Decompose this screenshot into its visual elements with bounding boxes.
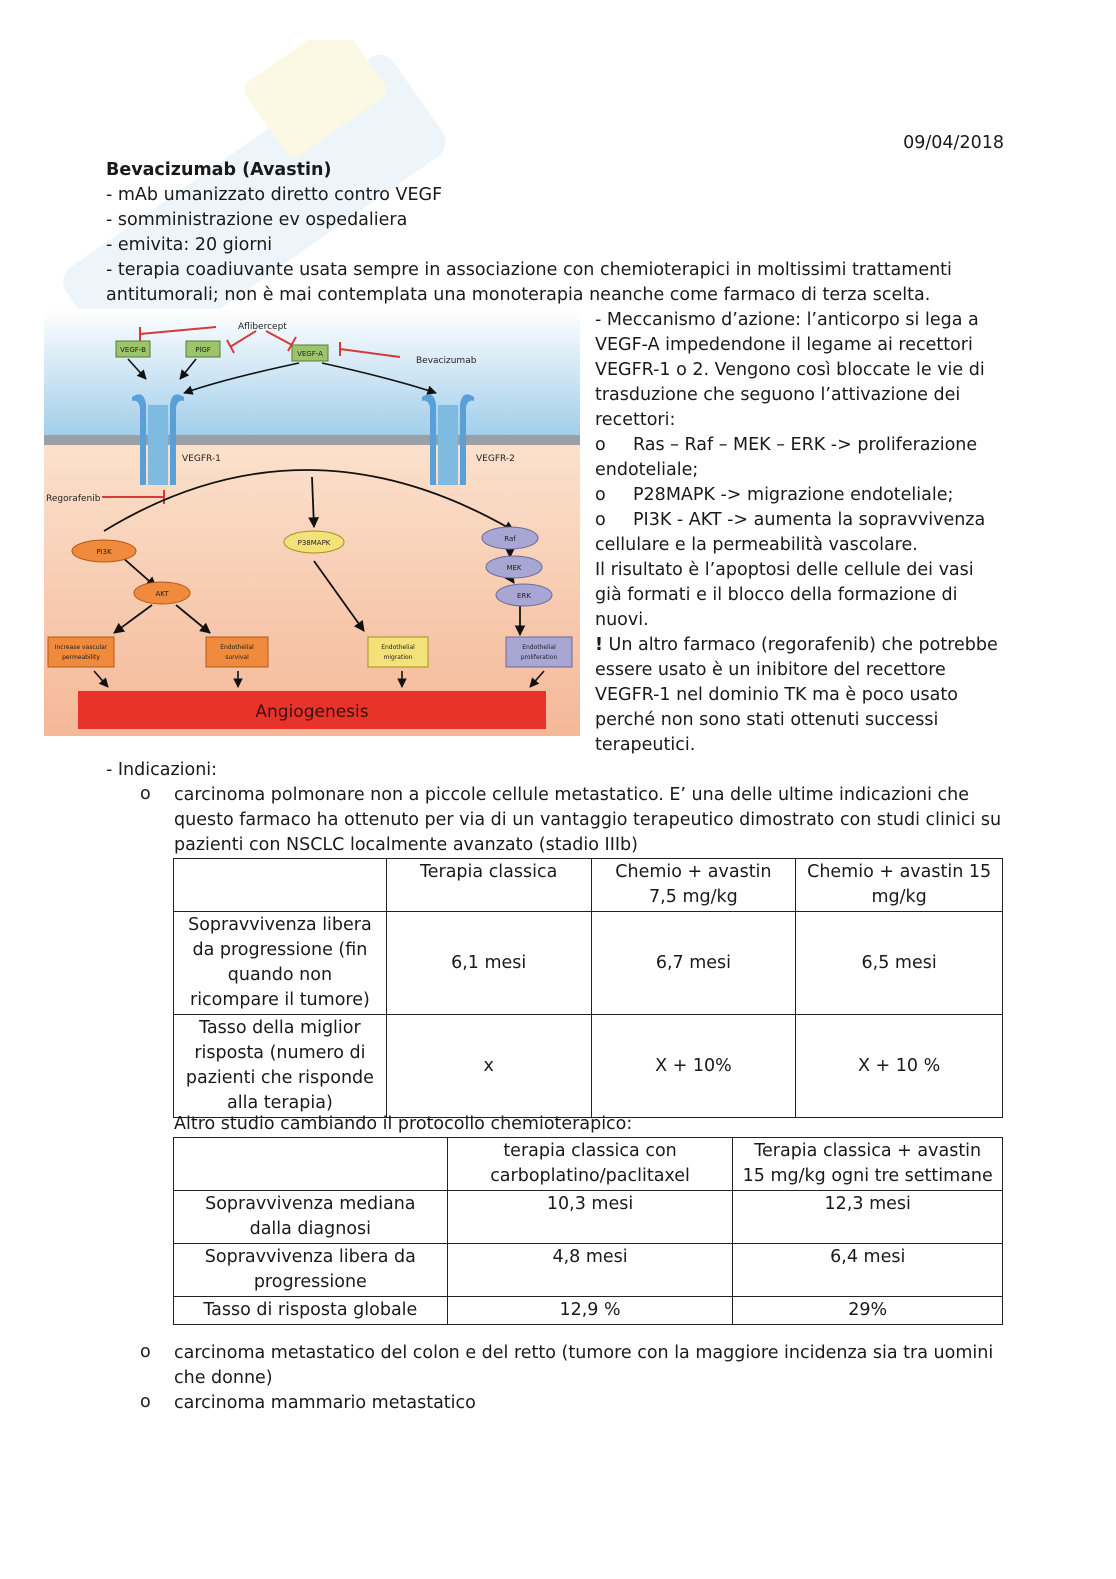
bevacizumab-label: Bevacizumab xyxy=(416,356,477,366)
indication-1: carcinoma polmonare non a piccole cellule metastatico. E’ una delle ultime indicazioni che questo farmaco ha ottenuto per via di un vantaggio terapeutico dimostrato con studi clinici su pazienti con NSCLC localmente avanzato (stadio IIIb) xyxy=(174,785,1002,855)
study2-label: Altro studio cambiando il protocollo chemioterapico: xyxy=(174,1114,633,1134)
outcome-proliferation-line2: proliferation xyxy=(520,654,558,661)
vegf-a-label: VEGF-A xyxy=(297,350,323,358)
table2-header-cell: Terapia classica + avastin 15 mg/kg ogni tre settimane xyxy=(733,1138,1003,1191)
mechanism-lead: - Meccanismo d’azione: l’anticorpo si lega a VEGF-A impedendone il legame ai recettori VEGFR-1 o 2. Vengono così bloccate le vie di trasduzione che seguono l’attivazione dei recettori: xyxy=(595,310,985,430)
table1-cell: X + 10% xyxy=(591,1015,796,1118)
mek-label: MEK xyxy=(506,564,522,572)
erk-label: ERK xyxy=(517,592,531,600)
table1-cell: 6,5 mesi xyxy=(796,912,1003,1015)
pathway-1: Ras – Raf – MEK – ERK -> proliferazione endoteliale; xyxy=(595,435,978,480)
table-nsclc-study xyxy=(173,858,1003,1118)
table1-row-label: Tasso della miglior risposta (numero di pazienti che risponde alla terapia) xyxy=(174,1015,387,1118)
table2-header-row xyxy=(174,1138,1003,1191)
cell-membrane xyxy=(44,435,580,445)
table2-row xyxy=(174,1191,1003,1244)
outcome-migration-line1: Endothelial xyxy=(381,644,415,651)
outcome-proliferation-box xyxy=(506,637,572,667)
table2-cell: 4,8 mesi xyxy=(447,1244,733,1297)
table2-row xyxy=(174,1297,1003,1325)
mechanism-text xyxy=(595,308,1005,758)
table2-cell: 6,4 mesi xyxy=(733,1244,1003,1297)
vegf-pathway-figure xyxy=(44,309,580,736)
vegf-b-label: VEGF-B xyxy=(120,346,146,354)
mechanism-result: Il risultato è l’apoptosi delle cellule dei vasi già formati e il blocco della formazione di nuovi. xyxy=(595,560,974,630)
table1-cell: X + 10 % xyxy=(796,1015,1003,1118)
outcome-permeability-line1: Increase vascular xyxy=(54,644,108,651)
table2-cell: 12,9 % xyxy=(447,1297,733,1325)
table1-header-cell: Chemio + avastin 15 mg/kg xyxy=(796,859,1003,912)
outcome-permeability-box xyxy=(48,637,114,667)
table1-header-cell: Terapia classica xyxy=(386,859,591,912)
mechanism-note: Un altro farmaco (regorafenib) che potrebbe essere usato è un inibitore del recettore VEGFR-1 nel dominio TK ma è poco usato perché non sono stati ottenuti successi terapeutici. xyxy=(595,635,998,755)
akt-label: AKT xyxy=(155,590,169,598)
table2-row-label: Tasso di risposta globale xyxy=(174,1297,448,1325)
drug-title: Bevacizumab (Avastin) xyxy=(106,160,332,180)
outcome-proliferation-line1: Endothelial xyxy=(522,644,556,651)
table2-header-cell xyxy=(174,1138,448,1191)
table2-cell: 29% xyxy=(733,1297,1003,1325)
note-mark: ! xyxy=(595,635,603,655)
table1-cell: x xyxy=(386,1015,591,1118)
pathway-1-mark: o xyxy=(595,435,606,455)
p38mapk-label: P38MAPK xyxy=(297,539,331,547)
pathway-2-mark: o xyxy=(595,485,606,505)
indications-label: - Indicazioni: xyxy=(106,760,218,780)
outcome-survival-line2: survival xyxy=(225,654,249,661)
pathway-2: P28MAPK -> migrazione endoteliale; xyxy=(633,485,954,505)
outcome-migration-box xyxy=(368,637,428,667)
pi3k-label: PI3K xyxy=(96,548,112,556)
table1-row xyxy=(174,912,1003,1015)
table2-cell: 12,3 mesi xyxy=(733,1191,1003,1244)
pathway-3-mark: o xyxy=(595,510,606,530)
table1-cell: 6,1 mesi xyxy=(386,912,591,1015)
outcome-permeability-line2: permeability xyxy=(62,654,100,661)
intro-line-1: - mAb umanizzato diretto contro VEGF xyxy=(106,185,443,205)
date: 09/04/2018 xyxy=(903,133,1004,153)
indication-2: carcinoma metastatico del colon e del retto (tumore con la maggiore incidenza sia tra uomini che donne) xyxy=(174,1343,994,1388)
regorafenib-label: Regorafenib xyxy=(46,494,101,504)
intro-line-4: - terapia coadiuvante usata sempre in associazione con chemioterapici in moltissimi trattamenti antitumorali; non è mai contemplata una monoterapia neanche come farmaco di terza scelta. xyxy=(106,260,952,305)
bullet-1: o xyxy=(140,784,151,804)
vegfr1-label: VEGFR-1 xyxy=(182,454,221,464)
intro-line-2: - somministrazione ev ospedaliera xyxy=(106,210,408,230)
outcome-migration-line2: migration xyxy=(383,654,413,661)
pathway-3: PI3K - AKT -> aumenta la sopravvivenza cellulare e la permeabilità vascolare. xyxy=(595,510,986,555)
table2-cell: 10,3 mesi xyxy=(447,1191,733,1244)
vegfr2-label: VEGFR-2 xyxy=(476,454,515,464)
table1-cell: 6,7 mesi xyxy=(591,912,796,1015)
bullet-2: o xyxy=(140,1342,151,1362)
table2-header-cell: terapia classica con carboplatino/paclitaxel xyxy=(447,1138,733,1191)
bullet-3: o xyxy=(140,1392,151,1412)
outcome-survival-line1: Endothelial xyxy=(220,644,254,651)
extracellular-region xyxy=(44,309,580,439)
table-chemo-protocol xyxy=(173,1137,1003,1325)
table1-header-cell xyxy=(174,859,387,912)
plgf-label: PlGF xyxy=(195,346,211,354)
indication-3: carcinoma mammario metastatico xyxy=(174,1393,476,1413)
aflibercept-label: Aflibercept xyxy=(238,322,287,332)
raf-label: Raf xyxy=(504,535,516,543)
angiogenesis-label: Angiogenesis xyxy=(255,702,369,722)
table1-row xyxy=(174,1015,1003,1118)
table2-row-label: Sopravvivenza libera da progressione xyxy=(174,1244,448,1297)
intro-line-3: - emivita: 20 giorni xyxy=(106,235,273,255)
table1-row-label: Sopravvivenza libera da progressione (fin quando non ricompare il tumore) xyxy=(174,912,387,1015)
outcome-survival-box xyxy=(206,637,268,667)
table2-row-label: Sopravvivenza mediana dalla diagnosi xyxy=(174,1191,448,1244)
table1-header-row xyxy=(174,859,1003,912)
table1-header-cell: Chemio + avastin 7,5 mg/kg xyxy=(591,859,796,912)
table2-row xyxy=(174,1244,1003,1297)
